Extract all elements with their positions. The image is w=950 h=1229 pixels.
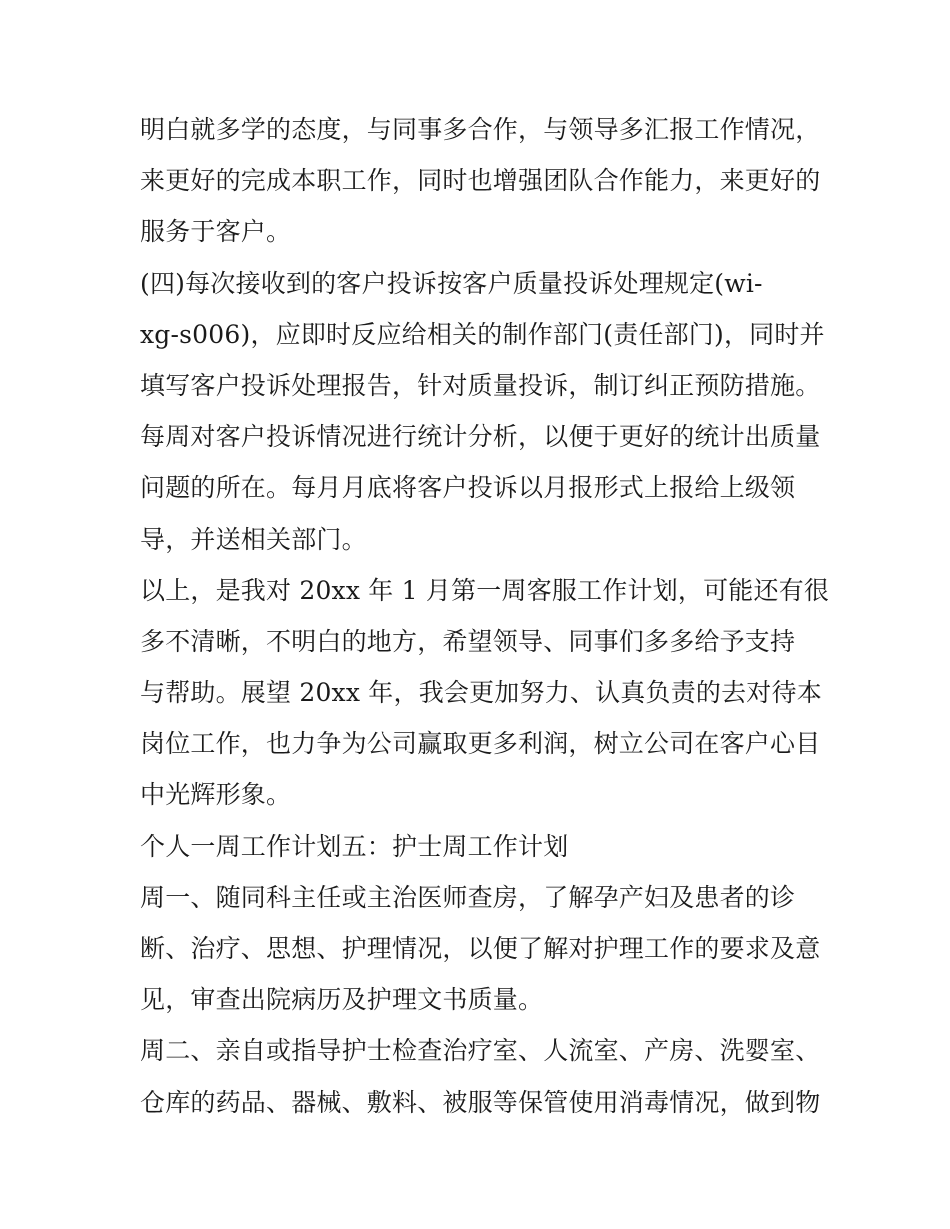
text-line: 导，并送相关部门。 (140, 524, 367, 554)
text-line: 岗位工作，也力争为公司赢取更多利润，树立公司在客户心目 (140, 729, 821, 759)
text-line: 见，审查出院病历及护理文书质量。 (140, 985, 544, 1015)
text-line: 周二、亲自或指导护士检查治疗室、人流室、产房、洗婴室、 (140, 1036, 821, 1066)
text-line: 多不清晰，不明白的地方，希望领导、同事们多多给予支持 (140, 626, 796, 656)
text-line: (四)每次接收到的客户投诉按客户质量投诉处理规定(wi- (140, 268, 763, 298)
text-line: 来更好的完成本职工作，同时也增强团队合作能力，来更好的 (140, 166, 821, 196)
text-line: 每周对客户投诉情况进行统计分析，以便于更好的统计出质量 (140, 422, 821, 452)
section-heading: 个人一周工作计划五：护士周工作计划 (140, 831, 569, 861)
text-line: 仓库的药品、器械、敷料、被服等保管使用消毒情况，做到物 (140, 1087, 821, 1117)
text-line: 周一、随同科主任或主治医师查房，了解孕产妇及患者的诊 (140, 882, 796, 912)
document-body (140, 104, 830, 1128)
text-line: 填写客户投诉处理报告，针对质量投诉，制订纠正预防措施。 (140, 370, 821, 400)
text-line: xg-s006)，应即时反应给相关的制作部门(责任部门)，同时并 (140, 319, 825, 349)
text-line: 以上，是我对 20xx 年 1 月第一周客服工作计划，可能还有很 (140, 575, 830, 605)
text-line: 服务于客户。 (140, 217, 292, 247)
text-line: 与帮助。展望 20xx 年，我会更加努力、认真负责的去对待本 (140, 678, 822, 708)
text-line: 问题的所在。每月月底将客户投诉以月报形式上报给上级领 (140, 473, 796, 503)
text-line: 断、治疗、思想、护理情况，以便了解对护理工作的要求及意 (140, 934, 821, 963)
text-line: 中光辉形象。 (140, 780, 292, 810)
text-line: 明白就多学的态度，与同事多合作，与领导多汇报工作情况， (140, 115, 821, 144)
